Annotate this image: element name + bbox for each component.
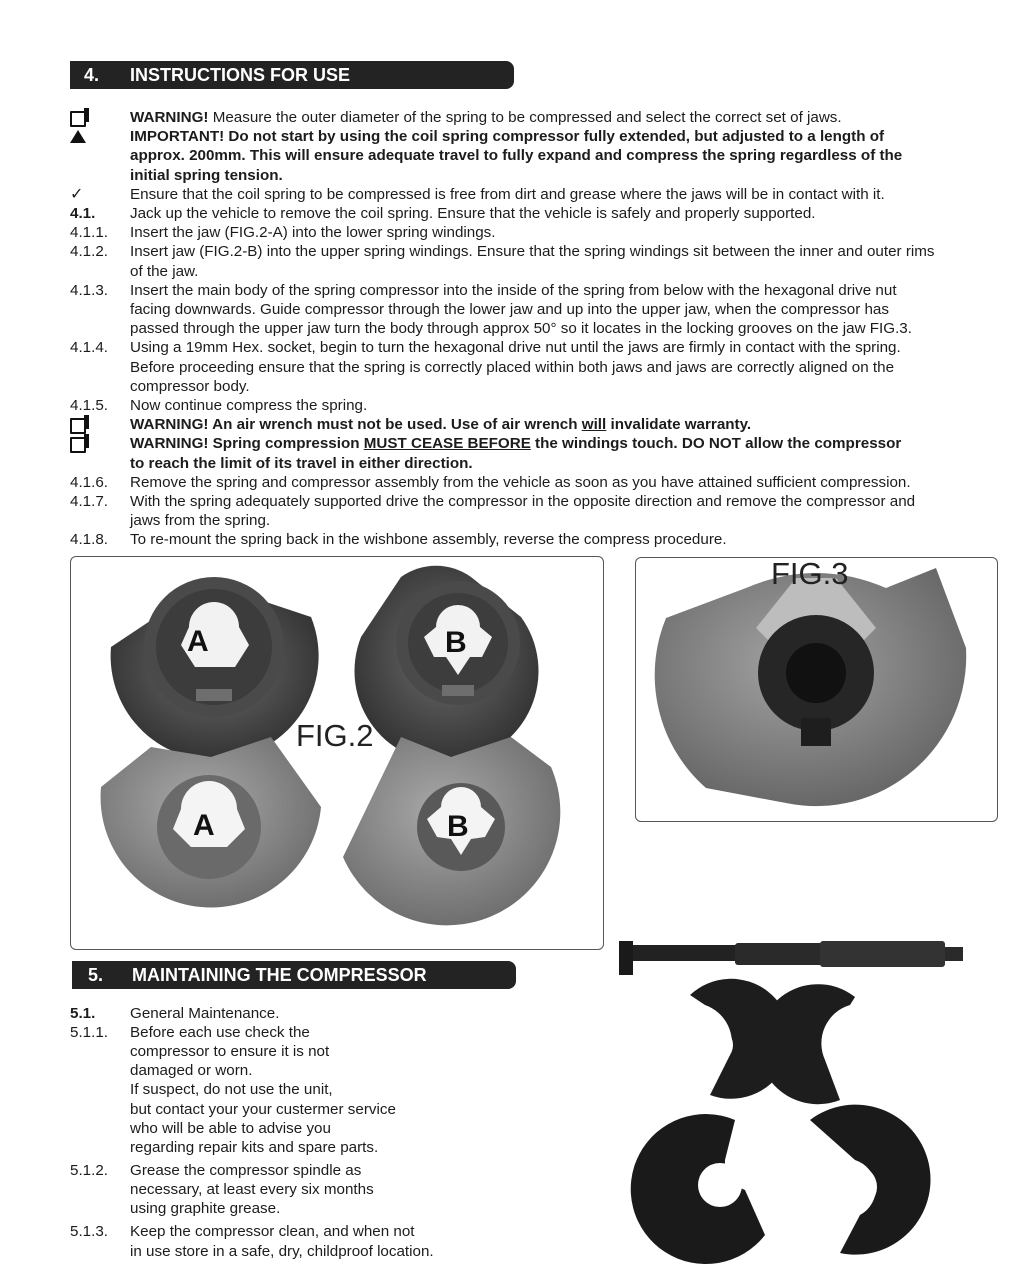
- instruction-line: of the jaw.: [130, 263, 199, 280]
- instruction-line: [130, 108, 842, 127]
- instruction-line: approx. 200mm. This will ensure adequate travel to fully expand and compress the spring regardless of the: [130, 147, 903, 164]
- section-title: INSTRUCTIONS FOR USE: [130, 65, 351, 85]
- step-label: 4.1.6.: [70, 474, 108, 491]
- warning-box-icon: [70, 111, 86, 127]
- instruction-line: using graphite grease.: [130, 1200, 281, 1217]
- section-number: 4.: [84, 65, 100, 85]
- step-label: 4.1.3.: [70, 282, 108, 299]
- warning-box-icon: [70, 437, 86, 453]
- step-label: 4.1.4.: [70, 339, 108, 356]
- instruction-line: compressor to ensure it is not: [130, 1043, 330, 1060]
- instruction-line: jaws from the spring.: [130, 512, 271, 529]
- step-label: 4.1.2.: [70, 243, 108, 260]
- section-4-header: [70, 61, 514, 89]
- instruction-line: compressor body.: [130, 378, 250, 395]
- instruction-line: WARNING! Spring compression MUST CEASE BEFORE the windings touch. DO NOT allow the compressor: [130, 435, 902, 452]
- jaw-b-bottom-letter: B: [447, 810, 469, 843]
- jaw-b-top-letter: B: [445, 626, 467, 659]
- jaw-large-right: [810, 1105, 931, 1255]
- section-5-header: [72, 961, 516, 989]
- section-title: MAINTAINING THE COMPRESSOR: [132, 965, 427, 985]
- step-label: 5.1.1.: [70, 1024, 108, 1041]
- instruction-line: Insert jaw (FIG.2-B) into the upper spring windings. Ensure that the spring windings sit between the inner and outer rims: [130, 243, 935, 260]
- jaw-a-top: [111, 577, 319, 760]
- jaw-b-top: [354, 566, 538, 763]
- instruction-line: passed through the upper jaw turn the body through approx 50° so it locates in the locking grooves on the jaw FIG.3.: [130, 320, 912, 337]
- instruction-text: Measure the outer diameter of the spring to be compressed and select the correct set of jaws.: [208, 109, 842, 126]
- instruction-line: in use store in a safe, dry, childproof location.: [130, 1243, 434, 1260]
- instruction-line: who will be able to advise you: [130, 1120, 331, 1137]
- product-photo: [615, 935, 985, 1265]
- important-triangle-icon: [70, 130, 86, 143]
- instruction-line: damaged or worn.: [130, 1062, 253, 1079]
- check-icon: ✓: [70, 186, 84, 203]
- step-label: 5.1.3.: [70, 1223, 108, 1240]
- instruction-line: Using a 19mm Hex. socket, begin to turn the hexagonal drive nut until the jaws are firmly in contact with the spring.: [130, 339, 901, 356]
- instruction-line: but contact your your custermer service: [130, 1101, 396, 1118]
- instruction-line: necessary, at least every six months: [130, 1181, 374, 1198]
- instruction-line: To re-mount the spring back in the wishbone assembly, reverse the compress procedure.: [130, 531, 727, 548]
- instruction-line: General Maintenance.: [130, 1005, 280, 1022]
- step-label: 4.1.: [70, 205, 96, 222]
- assembled-jaw-photo: [636, 558, 997, 821]
- instruction-line: to reach the limit of its travel in either direction.: [130, 455, 473, 472]
- figure-2-label: FIG.2: [296, 718, 374, 753]
- instruction-line: initial spring tension.: [130, 167, 283, 184]
- instruction-line: WARNING! An air wrench must not be used. Use of air wrench will invalidate warranty.: [130, 416, 752, 433]
- compressor-spindle: [619, 941, 963, 975]
- step-label: 5.1.2.: [70, 1162, 108, 1179]
- jaw-small-right: [758, 984, 873, 1104]
- instruction-line: IMPORTANT! Do not start by using the coil spring compressor fully extended, but adjusted to a length of: [130, 128, 885, 145]
- step-label: 4.1.8.: [70, 531, 108, 548]
- instruction-line: Now continue compress the spring.: [130, 397, 368, 414]
- warning-prefix: WARNING!: [130, 109, 209, 126]
- step-label: 5.1.: [70, 1005, 96, 1022]
- step-label: 4.1.7.: [70, 493, 108, 510]
- instruction-line: Jack up the vehicle to remove the coil spring. Ensure that the vehicle is safely and properly supported.: [130, 205, 816, 222]
- figure-3-label: FIG.3: [771, 556, 849, 591]
- instruction-line: Keep the compressor clean, and when not: [130, 1223, 415, 1240]
- figure-3: [635, 557, 998, 822]
- instruction-line: Ensure that the coil spring to be compressed is free from dirt and grease where the jaws will be in contact with it.: [130, 186, 885, 203]
- jaw-a-bottom-letter: A: [193, 809, 215, 842]
- instruction-line: Before each use check the: [130, 1024, 310, 1041]
- warning-box-icon: [70, 418, 86, 434]
- instruction-line: Insert the jaw (FIG.2-A) into the lower spring windings.: [130, 224, 496, 241]
- instruction-line: facing downwards. Guide compressor through the lower jaw and up into the upper jaw, when the compressor has: [130, 301, 889, 318]
- instruction-line: If suspect, do not use the unit,: [130, 1081, 333, 1098]
- instruction-line: With the spring adequately supported drive the compressor in the opposite direction and remove the compressor and: [130, 493, 916, 510]
- instruction-line: Before proceeding ensure that the spring is correctly placed within both jaws and jaws are correctly aligned on the: [130, 359, 895, 376]
- instruction-line: regarding repair kits and spare parts.: [130, 1139, 379, 1156]
- step-label: 4.1.1.: [70, 224, 108, 241]
- section-number: 5.: [88, 965, 104, 985]
- instruction-line: Insert the main body of the spring compressor into the inside of the spring from below with the hexagonal drive nut: [130, 282, 897, 299]
- jaw-a-top-letter: A: [187, 625, 209, 658]
- jaw-large-left: [631, 1114, 765, 1264]
- instruction-line: Remove the spring and compressor assembly from the vehicle as soon as you have attained sufficient compression.: [130, 474, 911, 491]
- step-label: 4.1.5.: [70, 397, 108, 414]
- instruction-line: Grease the compressor spindle as: [130, 1162, 362, 1179]
